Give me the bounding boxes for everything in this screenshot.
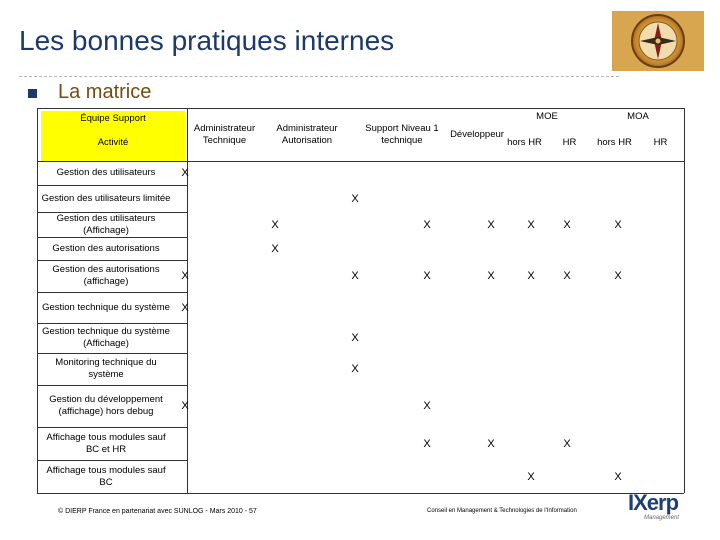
assignment-mark: X bbox=[423, 437, 431, 450]
column-header: Administrateur Autorisation bbox=[276, 123, 338, 146]
row-label: Gestion des utilisateurs bbox=[56, 167, 156, 178]
grid-line bbox=[37, 108, 38, 493]
responsibility-matrix bbox=[37, 108, 684, 493]
footer-tagline: Conseil en Management & Technologies de l'Information bbox=[427, 508, 577, 514]
sub-column-header: hors HR bbox=[507, 137, 542, 148]
sub-column-header: hors HR bbox=[597, 137, 632, 148]
footer-copyright: © DIERP France en partenariat avec SUNLOG - Mars 2010 - 57 bbox=[58, 508, 257, 515]
group-header-moa: MOA bbox=[627, 111, 649, 122]
sub-column-header: HR bbox=[562, 137, 577, 148]
assignment-mark: X bbox=[351, 270, 359, 282]
assignment-mark: X bbox=[614, 270, 622, 282]
grid-line bbox=[37, 108, 684, 109]
assignment-mark: X bbox=[563, 437, 571, 450]
column-header: Développeur bbox=[450, 129, 504, 140]
assignment-mark: X bbox=[563, 270, 571, 282]
assignment-mark: X bbox=[487, 270, 495, 282]
assignment-mark: X bbox=[487, 218, 495, 231]
corner-activity-label: Activité bbox=[97, 137, 129, 148]
column-header: Support Niveau 1 technique bbox=[365, 123, 439, 146]
assignment-mark: X bbox=[181, 301, 189, 314]
assignment-mark: X bbox=[181, 270, 189, 282]
assignment-mark: X bbox=[271, 242, 279, 255]
grid-line bbox=[187, 108, 188, 493]
row-label: Gestion des autorisations (affichage) bbox=[52, 264, 160, 287]
assignment-mark: X bbox=[614, 218, 622, 231]
grid-line bbox=[684, 108, 685, 493]
column-header: Administrateur Technique bbox=[193, 123, 256, 146]
row-label: Gestion des autorisations bbox=[52, 242, 160, 254]
row-label: Gestion des utilisateurs (Affichage) bbox=[56, 212, 156, 236]
assignment-mark: X bbox=[271, 218, 279, 231]
row-label: Gestion des utilisateurs limitée bbox=[41, 192, 171, 204]
assignment-mark: X bbox=[351, 192, 359, 205]
row-divider bbox=[37, 493, 187, 494]
row-label: Affichage tous modules sauf BC bbox=[46, 464, 166, 488]
assignment-mark: X bbox=[614, 470, 622, 483]
section-subtitle: La matrice bbox=[58, 81, 152, 103]
assignment-mark: X bbox=[351, 332, 359, 344]
row-label: Gestion technique du système bbox=[42, 301, 170, 313]
assignment-mark: X bbox=[423, 400, 431, 412]
assignment-mark: X bbox=[351, 363, 359, 375]
row-label: Gestion technique du système (Affichage) bbox=[42, 326, 170, 349]
assignment-mark: X bbox=[527, 218, 535, 231]
assignment-mark: X bbox=[527, 470, 535, 483]
ixerp-logo bbox=[624, 490, 684, 524]
corner-team-label: Équipe Support bbox=[80, 113, 146, 124]
assignment-mark: X bbox=[527, 270, 535, 282]
logo-subtitle: Management bbox=[644, 515, 680, 521]
logo-wordmark: IXerp bbox=[628, 490, 679, 515]
assignment-mark: X bbox=[423, 270, 431, 282]
assignment-mark: X bbox=[423, 218, 431, 231]
assignment-mark: X bbox=[487, 437, 495, 450]
compass-image bbox=[612, 11, 704, 71]
sub-column-header: HR bbox=[653, 137, 668, 148]
row-label: Gestion du développement (affichage) hors debug bbox=[49, 394, 163, 417]
assignment-mark: X bbox=[563, 218, 571, 231]
assignment-mark: X bbox=[181, 167, 189, 179]
assignment-mark: X bbox=[181, 400, 189, 412]
bullet-square bbox=[28, 89, 37, 98]
page-title: Les bonnes pratiques internes bbox=[19, 25, 395, 56]
title-divider bbox=[19, 76, 619, 77]
row-label: Monitoring technique du système bbox=[55, 357, 157, 380]
group-header-moe: MOE bbox=[536, 111, 558, 122]
row-label: Affichage tous modules sauf BC et HR bbox=[46, 431, 166, 455]
